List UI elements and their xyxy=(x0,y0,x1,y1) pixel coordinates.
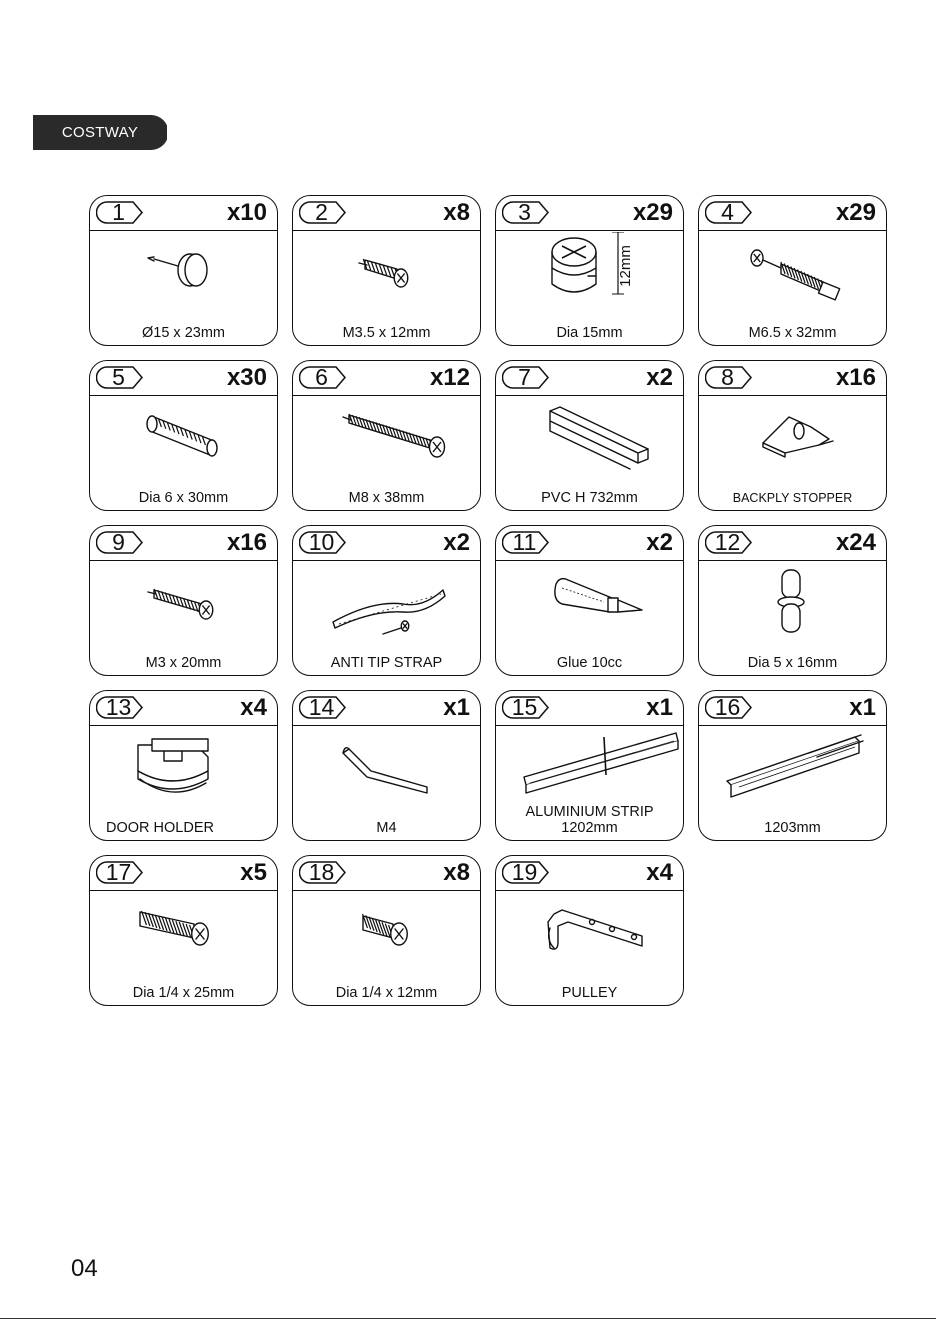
part-size: PVC H 732mm xyxy=(541,490,638,506)
part-size: ALUMINIUM STRIP xyxy=(525,804,654,820)
part-number: 13 xyxy=(105,694,132,720)
part-quantity: x2 xyxy=(646,529,673,556)
part-quantity: x29 xyxy=(632,199,673,226)
anti-tip-strap-icon xyxy=(293,562,482,648)
part-size: Ø15 x 23mm xyxy=(142,325,225,341)
part-label xyxy=(500,490,679,506)
part-quantity: x24 xyxy=(835,529,876,556)
long-screw-icon xyxy=(293,397,482,483)
part-header xyxy=(496,856,683,891)
part-quantity: x1 xyxy=(443,694,470,721)
part-quantity: x4 xyxy=(240,694,267,721)
part-label xyxy=(94,325,273,341)
part-number-badge xyxy=(96,696,144,719)
allen-key-icon xyxy=(293,727,482,813)
part-quantity: x1 xyxy=(849,694,876,721)
part-label xyxy=(500,325,679,341)
part-card xyxy=(292,525,481,676)
part-quantity: x16 xyxy=(835,364,876,391)
felt-pad-nail-icon xyxy=(90,232,279,318)
part-label xyxy=(703,490,882,506)
part-number-badge xyxy=(299,201,347,224)
part-header xyxy=(90,856,277,891)
part-card xyxy=(89,690,278,841)
part-number-badge xyxy=(502,366,550,389)
door-holder-icon xyxy=(90,727,279,813)
part-label xyxy=(106,820,273,836)
pulley-bracket-icon xyxy=(496,892,685,978)
part-header xyxy=(90,691,277,726)
part-number: 16 xyxy=(714,694,741,720)
part-number-badge xyxy=(705,696,753,719)
part-header xyxy=(496,691,683,726)
shelf-pin-icon xyxy=(699,562,888,648)
part-card xyxy=(495,690,684,841)
part-size: ANTI TIP STRAP xyxy=(330,655,443,671)
aluminium-strip-icon xyxy=(496,727,685,813)
cam-lock-icon xyxy=(496,232,685,318)
part-header xyxy=(90,361,277,396)
part-card xyxy=(292,195,481,346)
part-number: 6 xyxy=(315,364,328,390)
part-number: 18 xyxy=(308,859,335,885)
part-size: M3.5 x 12mm xyxy=(342,325,431,341)
part-quantity: x2 xyxy=(443,529,470,556)
pvc-h-profile-icon xyxy=(496,397,685,483)
part-card xyxy=(495,195,684,346)
part-number-badge xyxy=(502,201,550,224)
part-header xyxy=(293,856,480,891)
part-number-badge xyxy=(705,201,753,224)
part-size: Glue 10cc xyxy=(556,655,623,671)
part-size: PULLEY xyxy=(561,985,618,1001)
part-header xyxy=(699,691,886,726)
part-card xyxy=(292,360,481,511)
part-size: M6.5 x 32mm xyxy=(748,325,837,341)
part-size: M4 xyxy=(376,820,397,836)
part-card xyxy=(698,525,887,676)
part-header xyxy=(90,526,277,561)
part-number: 10 xyxy=(308,529,335,555)
brand-logo: COSTWAY xyxy=(61,124,139,141)
part-label xyxy=(94,490,273,506)
part-number: 15 xyxy=(511,694,538,720)
part-quantity: x2 xyxy=(646,364,673,391)
part-number-badge xyxy=(299,696,347,719)
part-header xyxy=(496,526,683,561)
part-number-badge xyxy=(299,861,347,884)
part-size: Dia 1/4 x 25mm xyxy=(132,985,235,1001)
part-size: Dia 6 x 30mm xyxy=(138,490,229,506)
part-number: 8 xyxy=(721,364,734,390)
part-number: 4 xyxy=(721,199,734,225)
part-card xyxy=(89,360,278,511)
part-number: 9 xyxy=(112,529,125,555)
part-card xyxy=(698,195,887,346)
cam-bolt-icon xyxy=(699,232,888,318)
part-size: BACKPLY STOPPER xyxy=(732,491,853,505)
part-card xyxy=(89,195,278,346)
part-header xyxy=(496,361,683,396)
brand-tab xyxy=(33,115,167,150)
part-card xyxy=(495,855,684,1006)
machine-screw-short-icon xyxy=(293,892,482,978)
part-number: 5 xyxy=(112,364,125,390)
part-label xyxy=(297,985,476,1001)
part-number: 17 xyxy=(105,859,132,885)
part-number-badge xyxy=(96,861,144,884)
part-number: 7 xyxy=(518,364,531,390)
part-label xyxy=(703,820,882,836)
aluminium-track-icon xyxy=(699,727,888,813)
part-header xyxy=(293,196,480,231)
part-number-badge xyxy=(96,531,144,554)
part-quantity: x8 xyxy=(443,859,470,886)
part-label xyxy=(297,325,476,341)
part-card xyxy=(89,525,278,676)
part-number: 14 xyxy=(308,694,335,720)
part-number-badge xyxy=(502,696,550,719)
part-quantity: x4 xyxy=(646,859,673,886)
part-card xyxy=(495,360,684,511)
part-number-badge xyxy=(502,861,550,884)
glue-tube-icon xyxy=(496,562,685,648)
page-number: 04 xyxy=(71,1255,98,1282)
screw-icon xyxy=(90,562,279,648)
part-label xyxy=(500,804,679,836)
part-label xyxy=(94,985,273,1001)
part-size: M8 x 38mm xyxy=(348,490,425,506)
part-label xyxy=(703,325,882,341)
part-number-badge xyxy=(96,366,144,389)
part-label xyxy=(703,655,882,671)
part-quantity: x5 xyxy=(240,859,267,886)
part-size: M3 x 20mm xyxy=(145,655,222,671)
wooden-dowel-icon xyxy=(90,397,279,483)
part-number: 1 xyxy=(112,199,125,225)
part-number-badge xyxy=(299,366,347,389)
dimension-label: 12mm xyxy=(617,245,634,287)
part-label xyxy=(500,655,679,671)
part-number-badge xyxy=(96,201,144,224)
part-size: Dia 1/4 x 12mm xyxy=(335,985,438,1001)
part-number: 3 xyxy=(518,199,531,225)
part-card xyxy=(495,525,684,676)
part-header xyxy=(293,361,480,396)
part-quantity: x30 xyxy=(226,364,267,391)
part-quantity: x1 xyxy=(646,694,673,721)
part-size: 1203mm xyxy=(764,820,821,836)
part-header xyxy=(90,196,277,231)
part-number: 12 xyxy=(714,529,741,555)
part-size: Dia 15mm xyxy=(556,325,623,341)
part-number: 19 xyxy=(511,859,538,885)
part-quantity: x10 xyxy=(226,199,267,226)
part-size: DOOR HOLDER xyxy=(106,820,214,836)
part-label xyxy=(297,655,476,671)
part-card xyxy=(698,360,887,511)
part-card xyxy=(292,855,481,1006)
part-header xyxy=(699,196,886,231)
part-header xyxy=(293,691,480,726)
part-header xyxy=(496,196,683,231)
part-number: 11 xyxy=(512,529,537,555)
part-number-badge xyxy=(705,366,753,389)
part-number-badge xyxy=(705,531,753,554)
part-card xyxy=(698,690,887,841)
part-label xyxy=(500,985,679,1001)
part-label xyxy=(297,490,476,506)
part-label xyxy=(297,820,476,836)
part-number: 2 xyxy=(315,199,328,225)
part-quantity: x29 xyxy=(835,199,876,226)
part-number-badge xyxy=(502,531,550,554)
part-quantity: x8 xyxy=(443,199,470,226)
part-card xyxy=(292,690,481,841)
part-size: Dia 5 x 16mm xyxy=(747,655,838,671)
part-label xyxy=(94,655,273,671)
part-number-badge xyxy=(299,531,347,554)
part-length: 1202mm xyxy=(561,820,618,836)
footer-rule xyxy=(0,1318,936,1319)
part-quantity: x12 xyxy=(429,364,470,391)
part-card xyxy=(89,855,278,1006)
machine-screw-long-icon xyxy=(90,892,279,978)
part-header xyxy=(293,526,480,561)
backply-stopper-icon xyxy=(699,397,888,483)
short-screw-icon xyxy=(293,232,482,318)
part-quantity: x16 xyxy=(226,529,267,556)
part-header xyxy=(699,526,886,561)
part-header xyxy=(699,361,886,396)
